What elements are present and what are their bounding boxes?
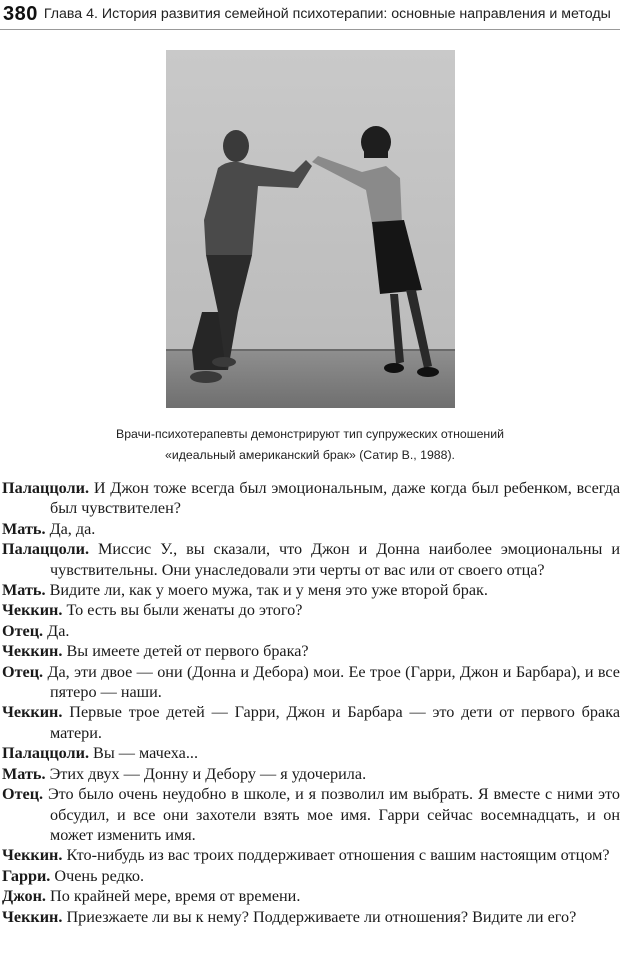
speech-text: И Джон тоже всегда был эмоциональным, даже когда был ребенком, всегда был чувствителен? [50, 479, 620, 518]
speaker-name: Чеккин. [2, 846, 63, 865]
page-header [0, 0, 620, 28]
dialogue-entry [2, 886, 620, 906]
speech-text: Этих двух — Донну и Дебору — я удочерила. [49, 764, 367, 783]
dialogue-transcript [2, 478, 620, 927]
speech-text: Да. [47, 621, 70, 640]
dialogue-entry [2, 702, 620, 743]
dialogue-entry [2, 641, 620, 661]
dialogue-entry [2, 907, 620, 927]
running-title: Глава 4. История развития семейной психотерапии: основные направления и методы [43, 6, 611, 22]
dialogue-entry [2, 539, 620, 580]
speaker-name: Чеккин. [2, 703, 63, 722]
speaker-name: Мать. [2, 764, 46, 783]
dialogue-entry [2, 662, 620, 703]
speech-text: Очень редко. [54, 866, 144, 885]
speaker-name: Палаццоли. [2, 540, 89, 559]
dialogue-entry [2, 784, 620, 845]
dialogue-entry [2, 478, 620, 519]
speaker-name: Отец. [2, 785, 44, 804]
dialogue-entry [2, 621, 620, 641]
speech-text: По крайней мере, время от времени. [50, 887, 301, 906]
photo-illustration [166, 50, 455, 408]
therapists-photo [166, 50, 455, 408]
speech-text: Это было очень неудобно в школе, и я позволил им выбрать. Я вместе с ними это обсудил, и все они захотели взять мое имя. Гарри сейчас восемнадцать, и он может изменить имя. [47, 785, 620, 844]
dialogue-entry [2, 845, 620, 865]
speech-text: Приезжаете ли вы к нему? Поддерживаете ли отношения? Видите ли его? [66, 907, 577, 926]
speaker-name: Палаццоли. [2, 479, 89, 497]
speaker-name: Джон. [2, 887, 46, 906]
speaker-name: Чеккин. [2, 907, 63, 926]
speaker-name: Палаццоли. [2, 744, 89, 763]
speaker-name: Мать. [2, 581, 46, 600]
dialogue-entry [2, 519, 620, 539]
photo-caption [60, 424, 560, 466]
dialogue-entry [2, 600, 620, 620]
speech-text: Да, эти двое — они (Донна и Дебора) мои. Ее трое (Гарри, Джон и Барбара), и все пятеро — наши. [47, 662, 620, 702]
speaker-name: Отец. [2, 621, 44, 640]
page-number: 380 [3, 2, 38, 25]
dialogue-entry [2, 764, 620, 784]
speaker-name: Чеккин. [2, 601, 63, 620]
caption-line-1: Врачи-психотерапевты демонстрируют тип супружеских отношений [116, 427, 504, 441]
speech-text: Кто-нибудь из вас троих поддерживает отношения с вашим настоящим отцом? [66, 846, 610, 865]
speech-text: Первые трое детей — Гарри, Джон и Барбара — это дети от первого брака матери. [50, 703, 620, 742]
header-rule [0, 29, 620, 30]
speaker-name: Отец. [2, 662, 44, 681]
speech-text: Видите ли, как у моего мужа, так и у меня это уже второй брак. [49, 581, 488, 600]
speech-text: Да, да. [49, 519, 96, 538]
caption-line-2: «идеальный американский брак» (Сатир В., 1988). [165, 448, 455, 462]
speech-text: Вы — мачеха... [93, 744, 198, 763]
dialogue-entry [2, 866, 620, 886]
speech-text: То есть вы были женаты до этого? [66, 601, 303, 620]
speaker-name: Гарри. [2, 866, 51, 885]
speaker-name: Мать. [2, 519, 46, 538]
speech-text: Вы имеете детей от первого брака? [66, 642, 309, 661]
speech-text: Миссис У., вы сказали, что Джон и Донна наиболее эмоциональны и чувствительны. Они унаследовали эти черты от вас или от своего отца? [50, 540, 620, 579]
dialogue-entry [2, 580, 620, 600]
speaker-name: Чеккин. [2, 642, 63, 661]
dialogue-entry [2, 743, 620, 763]
